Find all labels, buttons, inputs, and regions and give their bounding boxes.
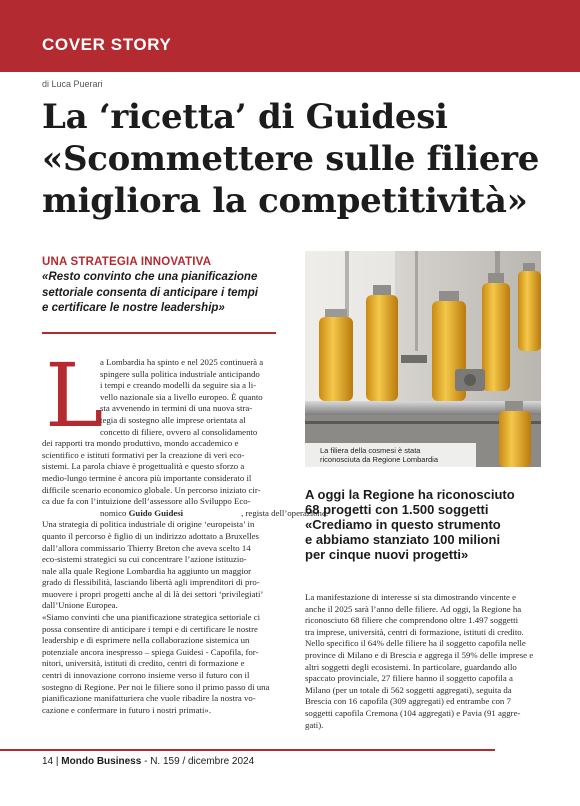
body-line: dall’allora commissario Thierry Breton che aveva scelto 14	[42, 542, 251, 553]
right-deck-line: «Crediamo in questo strumento	[305, 517, 501, 532]
body-line: vello nazionale sia a livello europeo. È quanto	[100, 391, 263, 402]
section-label: COVER STORY	[42, 35, 172, 54]
headline-line-3: migliora la competitività»	[42, 181, 528, 221]
body-line: a Lombardia ha spinto e nel 2025 continuerà a	[100, 357, 264, 367]
body-line: riconosciuto 68 filiere che comprendono oltre 1.497 soggetti	[305, 615, 519, 626]
body-line: spaccato provinciale, 27 filiere hanno il soggetto capofila a	[305, 673, 513, 684]
photo-illustration	[305, 251, 541, 467]
kicker: UNA STRATEGIA INNOVATIVA	[42, 256, 212, 268]
body-line: muovere i propri progetti anche al di là dei settori ‘privilegiati’	[42, 588, 264, 599]
magazine-name: Mondo Business	[61, 756, 142, 767]
right-deck	[305, 487, 545, 562]
body-line: grado di flessibilità, lasciando libertà agli imprenditori di pro-	[42, 577, 260, 588]
body-line: La manifestazione di interesse si sta dimostrando vincente e	[305, 592, 517, 602]
body-line: eco-sistemi strategici su cui concentrare l’azione istituzio-	[42, 554, 247, 565]
drop-cap: L	[45, 344, 104, 447]
body-line: cazione e confermare in futuro i nostri primati».	[42, 704, 212, 715]
body-column-left	[42, 357, 329, 716]
body-line: pianificazione manifatturiera che vuole ribadire la nostra vo-	[42, 693, 256, 704]
body-line: Brescia con 16 capofila (309 aggregati) ed entrambe con 7	[305, 696, 511, 707]
body-line: ca due fa con l’intuizione dell’assessore allo Sviluppo Eco-	[42, 496, 251, 507]
standfirst-line: «Resto convinto che una pianificazione	[42, 271, 258, 283]
right-deck-line: 68 progetti con 1.500 soggetti	[305, 502, 489, 517]
right-deck-line: e abbiamo stanziato 100 milioni	[305, 532, 501, 547]
divider-rule	[42, 332, 276, 334]
page-number: 14	[42, 756, 54, 767]
standfirst-line: e certificare le nostre leadership»	[42, 302, 225, 314]
body-line: difficile scenario economico globale. Un percorso iniziato cir-	[42, 484, 261, 495]
headline-line-1: La ‘ricetta’ di Guidesi	[42, 97, 448, 137]
body-line-with-name	[42, 507, 329, 520]
body-line: tra imprese, università, centri di formazione, istituti di credito.	[305, 626, 524, 637]
bold-name: Guido Guidesi	[128, 507, 184, 518]
caption-line: La filiera della cosmesi è stata	[320, 446, 421, 455]
body-line: possa consentire di anticipare i tempi e di certificare le nostre	[42, 623, 258, 634]
body-line: nitori, università, istituti di credito, centri di formazione e	[42, 658, 245, 669]
standfirst	[42, 270, 282, 317]
body-line-start: nomico	[100, 507, 129, 518]
headline-line-2: «Scommettere sulle filiere	[42, 139, 540, 179]
body-line: gati).	[305, 719, 324, 730]
cosmetics-bottles-photo	[305, 251, 541, 467]
body-line: medio-lungo termine è ancora più importante considerato il	[42, 472, 252, 483]
body-line: altri soggetti degli ecosistemi. In particolare, guardando allo	[305, 661, 517, 672]
body-line: dall’Unione Europea.	[42, 600, 118, 611]
body-line: centri di innovazione corrono insieme verso il futuro con il	[42, 670, 250, 681]
body-line: province di Milano e di Brescia e aggrega il 59% delle imprese e	[305, 649, 534, 660]
caption-line: riconosciuta da Regione Lombardia	[320, 455, 438, 464]
issue-info: - N. 159 / dicembre 2024	[144, 756, 255, 767]
body-line: potenziale ancora inespresso – spiega Guidesi - Capofila, for-	[42, 646, 259, 657]
body-line: spingere sulla politica industriale anticipando	[100, 368, 260, 379]
body-line-end: , regista dell’operazione.	[241, 507, 329, 518]
photo-caption	[305, 443, 476, 467]
footer-rule	[0, 749, 495, 751]
body-line: sistemi. La parola chiave è progettualità e questo sforzo a	[42, 461, 245, 472]
body-line: «Siamo convinti che una pianificazione strategica settoriale ci	[42, 612, 261, 623]
headline	[42, 96, 562, 222]
right-deck-line: per cinque nuovi progetti»	[305, 547, 469, 562]
body-line: quanto il percorso è figlio di un indirizzo adottato a Bruxelles	[42, 530, 259, 541]
body-line: tegia di sostegno alle imprese orientata al	[100, 414, 246, 425]
body-line: Nello specifico il 64% delle filiere ha il soggetto capofila nelle	[305, 638, 526, 649]
bottle	[319, 309, 353, 401]
body-line: i tempi e creando modelli da seguire sia a li-	[100, 380, 257, 391]
body-line: concetto di filiere, ovvero al consolidamento	[100, 426, 258, 437]
page-footer	[42, 756, 254, 767]
body-line: sta avvenendo in termini di una nuova stra-	[100, 403, 253, 414]
byline: di Luca Puerari	[42, 79, 103, 89]
body-line: sostegno di Regione. Per noi le filiere sono il primo passo di una	[42, 681, 270, 692]
standfirst-line: settoriale consenta di anticipare i tempi	[42, 286, 259, 299]
body-line: anche il 2025 sarà l’anno delle filiere. Ad oggi, la Regione ha	[305, 603, 522, 614]
body-line: Milano (per un totale di 562 soggetti aggregati), seguita da	[305, 684, 512, 695]
body-line: leadership e di esprimere nella collaborazione sistemica un	[42, 635, 250, 646]
body-line: scientifico e istituti formativi per la creazione di veri eco-	[42, 449, 245, 460]
body-line: nale alla quale Regione Lombardia ha aggiunto un maggior	[42, 565, 252, 576]
body-line: dei rapporti tra mondo produttivo, mondo accademico e	[42, 438, 239, 449]
body-line: Una strategia di politica industriale di origine ‘europeista’ in	[42, 519, 255, 530]
body-column-right	[305, 592, 545, 731]
right-deck-line: A oggi la Regione ha riconosciuto	[305, 487, 515, 502]
footer-separator: |	[55, 756, 59, 767]
body-line: soggetti capofila Cremona (104 aggregati) e Pavia (91 aggre-	[305, 707, 521, 718]
